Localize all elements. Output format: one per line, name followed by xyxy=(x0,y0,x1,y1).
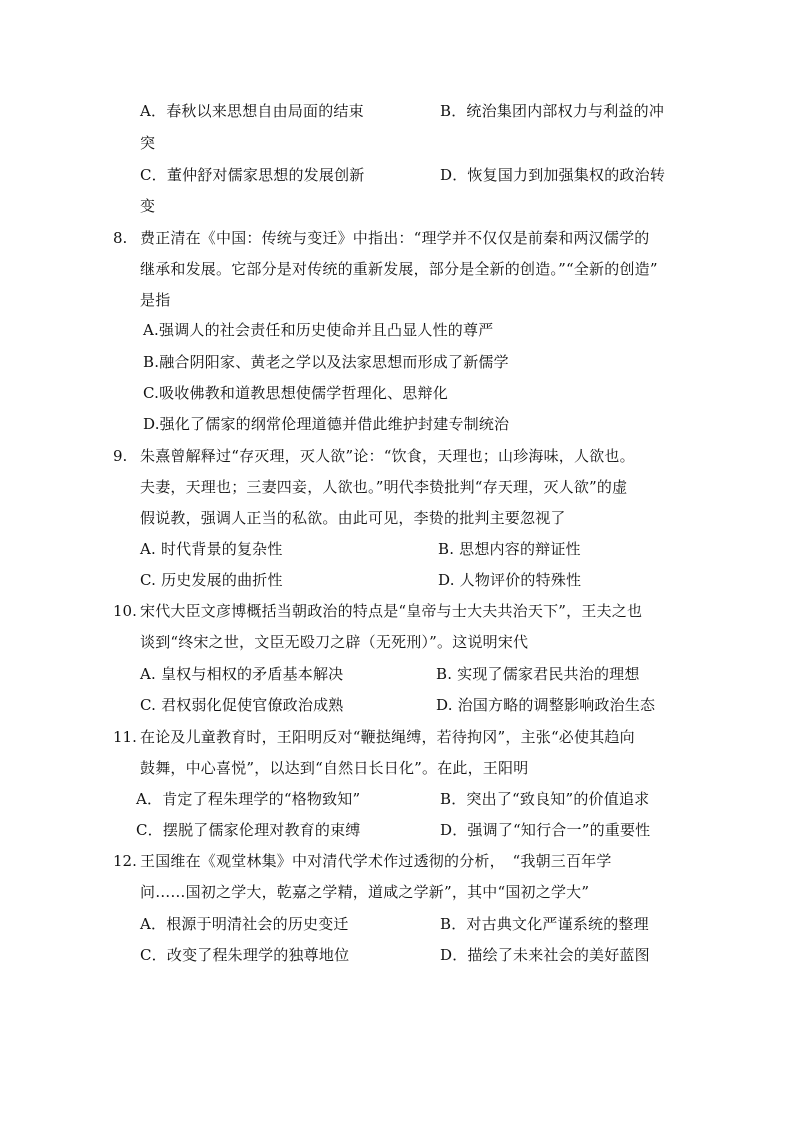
q10-stem-line-2: 谈到“终宋之世，文臣无殴刀之辟（无死刑）”。这说明宋代 xyxy=(140,633,529,651)
q11-option-a: A．肯定了程朱理学的“格物致知” xyxy=(136,790,361,808)
q9-option-c: C. 历史发展的曲折性 xyxy=(140,571,283,589)
q8-option-c: C.吸收佛教和道教思想使儒学哲理化、思辩化 xyxy=(143,384,448,402)
q8-option-d: D.强化了儒家的纲常伦理道德并借此维护封建专制统治 xyxy=(143,415,510,433)
q12-option-b: B．对古典文化严谨系统的整理 xyxy=(440,915,649,933)
q9-stem-line-1: 朱熹曾解释过“存灭理，灭人欲”论：“饮食，天理也；山珍海味，人欲也。 xyxy=(140,447,635,465)
q8-option-b: B.融合阴阳家、黄老之学以及法家思想而形成了新儒学 xyxy=(143,353,509,371)
q8-number: 8. xyxy=(113,229,128,247)
q10-option-a: A. 皇权与相权的矛盾基本解决 xyxy=(140,665,344,683)
q11-number: 11. xyxy=(113,728,137,746)
q8-option-a: A.强调人的社会责任和历史使命并且凸显人性的尊严 xyxy=(143,321,494,339)
q7-option-b: B．统治集团内部权力与利益的冲 xyxy=(440,102,665,120)
q12-option-a: A．根源于明清社会的历史变迁 xyxy=(140,915,349,933)
q11-stem-line-1: 在论及儿童教育时，王阳明反对“鞭挞绳缚，若待拘冈”，主张“必使其趋向 xyxy=(140,728,635,746)
q12-number: 12. xyxy=(113,852,137,870)
q12-stem-line-2: 问……国初之学大，乾嘉之学精，道咸之学新”，其中“国初之学大” xyxy=(140,883,590,901)
q11-option-b: B．突出了“致良知”的价值追求 xyxy=(440,790,650,808)
q10-number: 10. xyxy=(113,602,137,620)
q10-option-d: D. 治国方略的调整影响政治生态 xyxy=(436,696,656,714)
q10-option-b: B. 实现了儒家君民共治的理想 xyxy=(436,665,640,683)
q9-stem-line-3: 假说教，强调人正当的私欲。由此可见，李贽的批判主要忽视了 xyxy=(140,509,566,527)
q7-option-c: C．董仲舒对儒家思想的发展创新 xyxy=(140,166,365,184)
q12-option-d: D．描绘了未来社会的美好蓝图 xyxy=(440,946,650,964)
q7-option-d-continued: 变 xyxy=(140,197,156,215)
q8-stem-line-1: 费正清在《中国：传统与变迁》中指出：“理学并不仅仅是前秦和两汉儒学的 xyxy=(140,229,650,247)
q8-stem-line-2: 继承和发展。它部分是对传统的重新发展，部分是全新的创造。”“全新的创造” xyxy=(140,260,658,278)
q11-stem-line-2: 鼓舞，中心喜悦”，以达到“自然日长日化”。在此，王阳明 xyxy=(140,759,529,777)
q7-option-a: A．春秋以来思想自由局面的结束 xyxy=(140,102,364,120)
q11-option-d: D．强调了“知行合一”的重要性 xyxy=(440,821,651,839)
q8-stem-line-3: 是指 xyxy=(140,291,171,309)
q9-option-d: D. 人物评价的特殊性 xyxy=(438,571,582,589)
q12-stem-line-1: 王国维在《观堂林集》中对清代学术作过透彻的分析， “我朝三百年学 xyxy=(140,852,612,870)
q9-stem-line-2: 夫妻，天理也；三妻四妾，人欲也。”明代李贽批判“存天理，灭人欲”的虚 xyxy=(140,478,628,496)
q9-number: 9. xyxy=(113,447,128,465)
q10-option-c: C. 君权弱化促使官僚政治成熟 xyxy=(140,696,344,714)
q9-option-a: A. 时代背景的复杂性 xyxy=(140,540,283,558)
q11-option-c: C．摆脱了儒家伦理对教育的束缚 xyxy=(136,821,361,839)
q7-option-d: D．恢复国力到加强集权的政治转 xyxy=(440,166,666,184)
q9-option-b: B. 思想内容的辩证性 xyxy=(438,540,581,558)
q12-option-c: C．改变了程朱理学的独尊地位 xyxy=(140,946,350,964)
q10-stem-line-1: 宋代大臣文彦博概括当朝政治的特点是“皇帝与士大夫共治天下”，王夫之也 xyxy=(140,602,643,620)
q7-option-b-continued: 突 xyxy=(140,134,156,152)
